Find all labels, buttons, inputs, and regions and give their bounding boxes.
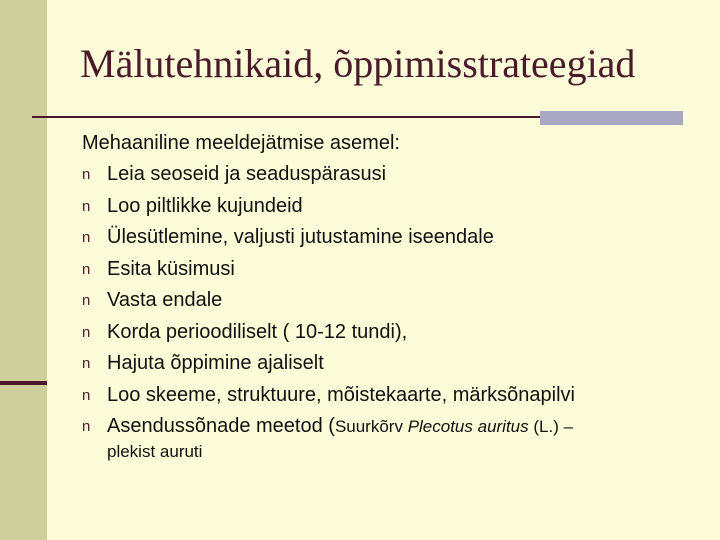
bullet-icon: n	[82, 292, 91, 309]
list-item-last	[82, 411, 702, 461]
title-accent-bar	[540, 111, 683, 125]
slide-body	[82, 128, 702, 461]
bullet-icon: n	[82, 260, 91, 278]
list-item	[82, 285, 702, 317]
list-item	[82, 348, 702, 380]
list-item-text: Loo piltlikke kujundeid	[107, 194, 303, 217]
bullet-icon: n	[82, 166, 91, 183]
list-item-text: Loo skeeme, struktuure, mõistekaarte, märksõnapilvi	[107, 383, 575, 406]
bullet-icon: n	[82, 386, 91, 404]
list-item-text: Vasta endale	[107, 289, 223, 311]
example-common-name: Suurkõrv	[334, 417, 408, 436]
example-author: (L.) –	[528, 417, 574, 436]
list-item	[82, 159, 702, 191]
list-item-text: Hajuta õppimine ajaliselt	[107, 352, 324, 374]
bullet-icon: n	[82, 323, 91, 341]
side-decor-bar	[0, 0, 47, 540]
bullet-icon: n	[82, 355, 91, 372]
example-mnemonic: plekist auruti	[107, 441, 203, 461]
list-item-text: Asendussõnade meetod (	[107, 415, 335, 437]
list-item-text: Ülesütlemine, valjusti jutustamine iseendale	[107, 226, 494, 248]
list-item	[82, 317, 702, 349]
list-item	[82, 191, 702, 223]
example-latin-name: Plecotus auritus	[407, 417, 529, 436]
list-item	[82, 222, 702, 254]
list-item	[82, 380, 702, 412]
bullet-icon: n	[82, 418, 91, 435]
side-decor-line	[0, 381, 47, 385]
bullet-icon: n	[82, 229, 91, 246]
list-item-text: Leia seoseid ja seaduspärasusi	[107, 163, 387, 185]
lead-text: Mehaaniline meeldejätmise asemel:	[82, 132, 400, 154]
list-item	[82, 254, 702, 286]
bullet-icon: n	[82, 197, 91, 215]
list-item-text: Korda perioodiliselt ( 10-12 tundi),	[107, 320, 408, 343]
slide-title: Mälutehnikaid, õppimisstrateegiad	[80, 41, 636, 86]
list-item-text: Esita küsimusi	[107, 257, 235, 280]
